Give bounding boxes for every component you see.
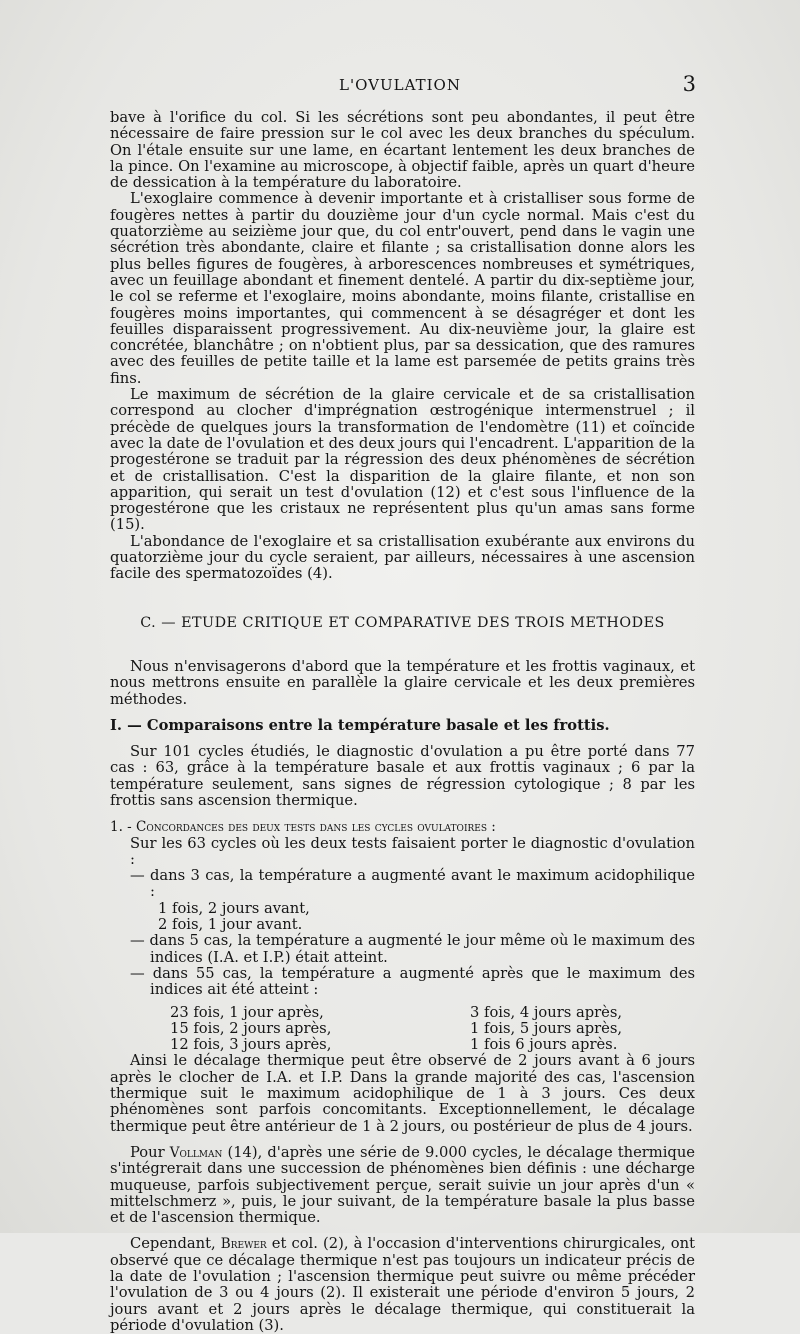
author-vollman: Vollman: [169, 1144, 223, 1161]
paragraph-abondance: L'abondance de l'exoglaire et sa cristallisation exubérante aux environs du quatorzième jour du cycle seraient, par ailleurs, nécessaires à une ascension facile des spermatozoïdes (4).: [110, 532, 695, 583]
list-item: — dans 55 cas, la température a augmenté après que le maximum des indices ait été atteint :: [130, 964, 695, 999]
paragraph-exoglaire: L'exoglaire commence à devenir importante et à cristalliser sous forme de fougères nettes à partir du douzième jour d'un cycle normal. Mais c'est du quatorzième au seizième jour que, du col entr'ouvert, pend dans le vagin une sécrétion très abondante, claire et filante ; sa cristallisation donne alors les plus belles figures de fougères, à arborescences nombreuses et symétriques, avec un feuillage abondant et finement dentelé. A partir du dix-septième jour, le col se referme et l'exoglaire, moins abondante, moins filante, cristallise en fougères moins importantes, qui commencent à se désagréger et dont les feuilles disparaissent progressivement. Au dix-neuvième jour, la glaire est concrétée, blanchâtre ; on n'obtient plus, par sa dessication, que des ramures avec des feuilles de petite taille et la lame est parsemée de petits grains très fins.: [110, 190, 695, 387]
result-line: 3 fois, 4 jours après,: [470, 1003, 623, 1021]
concordances-heading: 1. - Concordances des deux tests dans les cycles ovulatoires :: [110, 819, 496, 836]
section-intro: Nous n'envisagerons d'abord que la température et les frottis vaginaux, et nous mettrons ensuite en parallèle la glaire cervicale et les deux premières méthodes.: [110, 657, 695, 708]
results-column-right: [470, 1005, 690, 1054]
author-brewer: Brewer: [220, 1236, 267, 1253]
result-line: 1 fois 6 jours après.: [470, 1036, 618, 1054]
concordances-intro: Sur les 63 cycles où les deux tests faisaient porter le diagnostic d'ovulation :: [130, 834, 695, 868]
list-item: — dans 3 cas, la température a augmenté avant le maximum acidophilique :: [130, 867, 695, 901]
result-line: 23 fois, 1 jour après,: [170, 1003, 324, 1021]
running-head: [0, 72, 800, 98]
paragraph-continuation: bave à l'orifice du col. Si les sécrétions sont peu abondantes, il peut être nécessaire de faire pression sur le col avec les deux branches du spéculum. On l'étale ensuite sur une lame, en écartant lentement les deux branches de la pince. On l'examine au microscope, à objectif faible, après un quart d'heure de dessication à la température du laboratoire.: [110, 109, 695, 192]
list-item: — dans 5 cas, la température a augmenté le jour même où le maximum des indices (I.A. et I.P.) était atteint.: [130, 932, 695, 966]
paragraph-vollman: [110, 1145, 695, 1226]
paragraph-brewer: [110, 1236, 695, 1334]
brewer-prefix: Cependant,: [130, 1235, 216, 1253]
result-line: 12 fois, 3 jours après,: [170, 1036, 332, 1054]
result-line: 1 fois, 5 jours après,: [470, 1019, 623, 1037]
subsection-title: I. — Comparaisons entre la température basale et les frottis.: [110, 716, 610, 734]
paragraph-maximum: Le maximum de sécrétion de la glaire cervicale et de sa cristallisation correspond au clocher d'imprégnation œstrogénique intermenstruel ; il précède de quelques jours la transformation de l'endomètre (11) et coïncide avec la date de l'ovulation et des deux jours qui l'encadrent. L'apparition de la progestérone se traduit par la régression des deux phénomènes de sécrétion et de cristallisation. C'est la disparition de la glaire filante, et non son apparition, qui serait un test d'ovulation (12) et c'est sous l'influence de la progestérone que les cristaux ne représentent plus qu'un amas sans forme (15).: [110, 386, 695, 534]
vollman-text: (14), d'après une série de 9.000 cycles, le décalage thermique s'intégrerait dans une succession de phénomènes bien définis : une décharge muqueuse, parfois subjectivement perçue, serait suivie un jour après d'un « mittelschmerz », puis, le jour suivant, de la température basale la plus basse et de l'ascension thermique.: [110, 1143, 695, 1227]
section-title: C. — ETUDE CRITIQUE ET COMPARATIVE DES TROIS METHODES: [140, 614, 665, 631]
concordances-summary: Ainsi le décalage thermique peut être observé de 2 jours avant à 6 jours après le clocher de I.A. et I.P. Dans la grande majorité des cas, l'ascension thermique suit le maximum acidophilique de 1 à 3 jours. Ces deux phénomènes sont parfois concomitants. Exceptionnellement, le décalage thermique peut être antérieur de 1 à 2 jours, ou postérieur de plus de 4 jours.: [110, 1052, 695, 1135]
page-number: 3: [682, 72, 696, 96]
brewer-text: et col. (2), à l'occasion d'interventions chirurgicales, ont observé que ce décalage thermique n'est pas toujours un indicateur précis de la date de l'ovulation ; l'ascension thermique peut suivre ou même précéder l'ovulation de 3 ou 4 jours (2). Il existerait une période d'environ 5 jours, 2 jours avant et 2 jours après le décalage thermique, qui constituerait la période d'ovulation (3).: [110, 1235, 695, 1334]
list-subitem: 1 fois, 2 jours avant,: [158, 899, 310, 917]
results-column-left: [170, 1005, 470, 1054]
vollman-prefix: Pour: [130, 1143, 165, 1161]
page-body: [110, 110, 695, 1334]
subsection-paragraph: Sur 101 cycles étudiés, le diagnostic d'ovulation a pu être porté dans 77 cas : 63, grâce à la température basale et aux frottis vaginaux ; 6 par la température seulement, sans signes de régression cytologique ; 8 par les frottis sans ascension thermique.: [110, 743, 695, 809]
running-title: L'OVULATION: [339, 76, 461, 94]
result-line: 15 fois, 2 jours après,: [170, 1019, 332, 1037]
results-columns: [110, 1005, 695, 1054]
list-subitem: 2 fois, 1 jour avant.: [158, 916, 303, 934]
